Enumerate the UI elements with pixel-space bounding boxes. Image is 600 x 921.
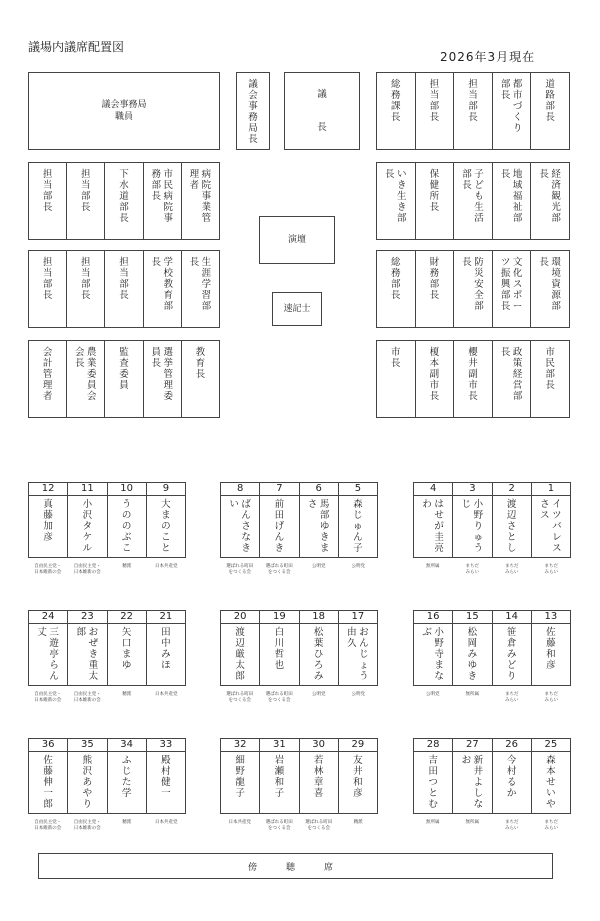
official-row-left-3 — [28, 340, 220, 418]
councillor-seat — [414, 611, 453, 685]
official-title: 担 当 部 長 — [42, 257, 53, 301]
chair-label: 議 長 — [317, 89, 327, 133]
councillor-name: 渡 辺 さ と し — [506, 499, 517, 554]
seat-number: 25 — [532, 739, 570, 752]
seat-number: 28 — [414, 739, 452, 752]
right-official-seat — [454, 163, 493, 239]
right-official-seat — [531, 163, 569, 239]
right-official-seat — [416, 251, 455, 327]
councillor-name: 前 田 げ ん き — [274, 499, 285, 554]
seat-number: 13 — [532, 611, 570, 624]
party-label: 公明党 — [351, 564, 365, 569]
right-official-seat — [377, 341, 416, 417]
party-label: 自由民主党・ 日本維新の会 — [34, 692, 62, 703]
councillor-seat — [339, 483, 377, 557]
official-title: 文 化 ス ポ ー ツ 振 興 部 長 — [500, 257, 523, 312]
councillor-name: 小 野 寺 ま な ぶ — [422, 627, 444, 682]
official-row-right-4 — [376, 340, 570, 418]
left-official-seat — [67, 251, 105, 327]
councillor-seat — [68, 739, 107, 813]
councillor-seat — [493, 611, 532, 685]
party-label: 無所属 — [465, 820, 479, 825]
seat-number: 26 — [493, 739, 531, 752]
party-label: 日本共産党 — [155, 692, 178, 697]
councillor-name: 若 林 章 喜 — [313, 755, 324, 799]
seat-number: 17 — [339, 611, 377, 624]
left-official-seat — [105, 251, 143, 327]
party-label: 日本共産党 — [155, 820, 178, 825]
stenographer-desk — [272, 292, 322, 326]
seat-number: 5 — [339, 483, 377, 496]
councillor-seat-group — [28, 610, 186, 686]
party-label: 選ばれる町田 をつくる会 — [265, 564, 293, 575]
right-official-seat — [454, 73, 493, 149]
official-row-right-2 — [376, 162, 570, 240]
seat-number: 15 — [453, 611, 491, 624]
councillor-seat — [493, 739, 532, 813]
party-label: 選ばれる町田 をつくる会 — [226, 692, 254, 703]
official-title: 担 当 部 長 — [119, 257, 129, 301]
official-title: 担 当 部 長 — [468, 79, 478, 123]
councillor-name: 森 じ ゅ ん 子 — [353, 499, 363, 554]
party-label: 自由民主党・ 日本維新の会 — [73, 820, 101, 831]
official-title: 担 当 部 長 — [81, 257, 91, 301]
right-official-seat — [454, 341, 493, 417]
councillor-seat — [29, 739, 68, 813]
official-title: 下 水 道 部 長 — [119, 169, 129, 224]
seat-number: 20 — [221, 611, 259, 624]
right-official-seat — [416, 163, 455, 239]
right-official-seat — [377, 251, 416, 327]
councillor-name: ば ん さ な き い — [229, 499, 251, 554]
party-label: まちだ みらい — [505, 820, 519, 831]
councillor-seat — [339, 611, 377, 685]
councillor-name: は せ が 圭 亮 わ — [422, 499, 444, 554]
councillor-name: お ぜ き 重 太 郎 — [76, 627, 99, 682]
party-label: 自由民主党・ 日本維新の会 — [34, 820, 62, 831]
party-label: 選ばれる町田 をつくる会 — [265, 820, 293, 831]
councillor-name: 矢 口 ま ゆ — [121, 627, 132, 671]
seat-number: 36 — [29, 739, 67, 752]
councillor-seat — [221, 483, 260, 557]
councillor-seat — [260, 739, 299, 813]
party-label: 精派 — [353, 820, 363, 825]
councillor-seat — [414, 483, 453, 557]
official-row-left-1 — [28, 162, 220, 240]
left-official-seat — [105, 341, 143, 417]
seat-number: 33 — [147, 739, 185, 752]
official-title: 経 済 観 光 部 長 — [539, 169, 561, 224]
official-row-right-3 — [376, 250, 570, 328]
party-label: 精派 — [122, 692, 132, 697]
seat-number: 3 — [453, 483, 491, 496]
seat-number: 31 — [260, 739, 298, 752]
party-label: 自由民主党・ 日本維新の会 — [73, 564, 101, 575]
speaker-stand — [259, 216, 335, 264]
official-title: 総 務 課 長 — [391, 79, 401, 123]
councillor-seat — [453, 611, 492, 685]
seat-number: 9 — [147, 483, 185, 496]
councillor-seat — [260, 483, 299, 557]
official-title: 選 挙 管 理 委 員 長 — [151, 347, 173, 402]
official-title: 市 民 病 院 事 務 部 長 — [151, 169, 173, 224]
chair-box — [284, 72, 360, 150]
left-official-seat — [29, 251, 67, 327]
official-title: 市 長 — [391, 347, 401, 369]
party-label: 自由民主党・ 日本維新の会 — [34, 564, 62, 575]
councillor-seat-group — [413, 482, 571, 558]
official-row-right-1 — [376, 72, 570, 150]
speaker-stand-label: 演壇 — [287, 235, 306, 245]
party-label: まちだ みらい — [544, 564, 558, 575]
seat-number: 14 — [493, 611, 531, 624]
councillor-name: お ん じ ょ う 由 久 — [347, 627, 369, 682]
secretariat-office-label: 議会事務局 職員 — [101, 100, 147, 122]
official-title: 環 境 資 源 部 長 — [539, 257, 561, 312]
official-title: 担 当 部 長 — [429, 79, 440, 123]
councillor-name: 小 沢 タ ケ ル — [82, 499, 93, 554]
councillor-name: 三 遊 亭 ら ん 丈 — [37, 627, 59, 682]
councillor-seat-group — [220, 738, 378, 814]
councillor-name: う の の ぶ こ — [121, 499, 132, 554]
councillor-name: 真 藤 加 彦 — [43, 499, 53, 543]
councillor-seat-group — [28, 482, 186, 558]
councillor-name: 松 岡 み ゆ き — [467, 627, 478, 682]
official-row-left-2 — [28, 250, 220, 328]
councillor-seat — [29, 611, 68, 685]
councillor-name: 岩 瀬 和 子 — [274, 755, 285, 799]
councillor-seat-group — [413, 610, 571, 686]
party-label: 精派 — [122, 820, 132, 825]
party-label: 選ばれる町田 をつくる会 — [226, 564, 254, 575]
councillor-seat — [147, 739, 185, 813]
party-label: 公明党 — [351, 692, 365, 697]
seat-number: 27 — [453, 739, 491, 752]
councillor-name: イ ツ バ レ ス さ ス — [540, 499, 562, 554]
seat-number: 12 — [29, 483, 67, 496]
councillor-seat — [147, 611, 185, 685]
party-label: 精派 — [122, 564, 132, 569]
seat-number: 1 — [532, 483, 570, 496]
bureau-chief-label: 議 会 事 務 局 長 — [248, 79, 258, 145]
councillor-seat — [414, 739, 453, 813]
official-title: 会 計 管 理 者 — [42, 347, 53, 402]
page-title: 議場内議席配置図 — [28, 40, 125, 54]
seat-number: 35 — [68, 739, 106, 752]
councillor-name: 細 野 龍 子 — [235, 755, 245, 799]
councillor-name: 渡 辺 厳 太 郎 — [235, 627, 245, 682]
left-official-seat — [182, 163, 219, 239]
seat-number: 23 — [68, 611, 106, 624]
councillor-seat — [68, 483, 107, 557]
right-official-seat — [377, 73, 416, 149]
right-official-seat — [493, 73, 532, 149]
party-label: 無所属 — [426, 564, 440, 569]
official-title: 学 校 教 育 部 長 — [151, 257, 173, 312]
party-label: 選ばれる町田 をつくる会 — [265, 692, 293, 703]
councillor-seat — [453, 739, 492, 813]
seat-number: 4 — [414, 483, 452, 496]
councillor-name: 友 井 和 彦 — [353, 755, 363, 799]
official-title: 都 市 づ く り 部 長 — [500, 79, 523, 134]
councillor-seat-group — [413, 738, 571, 814]
seat-number: 2 — [493, 483, 531, 496]
councillor-seat — [108, 611, 147, 685]
bureau-chief-box — [236, 72, 270, 150]
party-label: 自由民主党・ 日本維新の会 — [73, 692, 101, 703]
left-official-seat — [182, 251, 219, 327]
party-label: 選ばれる町田 をつくる会 — [305, 820, 333, 831]
seat-number: 29 — [339, 739, 377, 752]
party-label: まちだ みらい — [505, 692, 519, 703]
councillor-seat — [68, 611, 107, 685]
party-label: まちだ みらい — [544, 820, 558, 831]
official-title: 櫻 井 副 市 長 — [468, 347, 478, 402]
left-official-seat — [182, 341, 219, 417]
seat-number: 7 — [260, 483, 298, 496]
official-title: 総 務 部 長 — [391, 257, 401, 301]
official-title: 農 業 委 員 会 会 長 — [75, 347, 97, 402]
as-of-date: 2026年3月現在 — [440, 50, 536, 64]
councillor-seat — [221, 611, 260, 685]
left-official-seat — [67, 163, 105, 239]
party-label: 公明党 — [312, 564, 326, 569]
official-title: い き 生 き 部 長 — [385, 169, 407, 224]
official-title: 担 当 部 長 — [81, 169, 91, 213]
councillor-seat — [300, 611, 339, 685]
seat-number: 24 — [29, 611, 67, 624]
official-title: 市 民 部 長 — [545, 347, 555, 391]
councillor-seat — [108, 483, 147, 557]
left-official-seat — [144, 341, 182, 417]
councillor-name: 吉 田 つ と む — [428, 755, 438, 810]
left-official-seat — [105, 163, 143, 239]
official-title: 監 査 委 員 — [119, 347, 129, 391]
seat-number: 10 — [108, 483, 146, 496]
councillor-name: 白 川 哲 也 — [274, 627, 285, 671]
left-official-seat — [29, 341, 67, 417]
official-title: 政 策 経 営 部 長 — [500, 347, 523, 402]
right-official-seat — [493, 251, 532, 327]
councillor-seat-group — [220, 482, 378, 558]
left-official-seat — [67, 341, 105, 417]
right-official-seat — [531, 73, 569, 149]
right-official-seat — [531, 341, 569, 417]
right-official-seat — [531, 251, 569, 327]
stenographer-label: 速記士 — [283, 304, 311, 314]
left-official-seat — [144, 251, 182, 327]
right-official-seat — [416, 73, 455, 149]
right-official-seat — [416, 341, 455, 417]
councillor-name: 田 中 み ほ — [161, 627, 171, 671]
councillor-seat — [532, 611, 570, 685]
councillor-seat — [29, 483, 68, 557]
councillor-seat — [339, 739, 377, 813]
party-label: 無所属 — [426, 820, 440, 825]
councillor-name: 小 野 り ゅ う じ — [461, 499, 484, 554]
official-title: 保 健 所 長 — [429, 169, 440, 213]
councillor-seat — [453, 483, 492, 557]
councillor-seat — [260, 611, 299, 685]
public-gallery-label: 傍 聴 席 — [247, 862, 343, 873]
party-label: 公明党 — [426, 692, 440, 697]
official-title: 地 域 福 祉 部 長 — [500, 169, 523, 224]
seat-number: 30 — [300, 739, 338, 752]
right-official-seat — [493, 341, 532, 417]
councillor-seat — [532, 739, 570, 813]
party-label: まちだ みらい — [505, 564, 519, 575]
councillor-name: 笹 倉 み ど り — [506, 627, 517, 682]
secretariat-office-box — [28, 72, 220, 150]
councillor-name: 森 本 せ い や — [546, 755, 556, 810]
councillor-seat-group — [220, 610, 378, 686]
councillor-name: 今 村 る か — [506, 755, 517, 799]
councillor-name: 佐 藤 伸 一 郎 — [43, 755, 53, 810]
councillor-name: 松 葉 ひ ろ み — [313, 627, 324, 682]
seat-number: 32 — [221, 739, 259, 752]
right-official-seat — [377, 163, 416, 239]
seat-number: 22 — [108, 611, 146, 624]
left-official-seat — [144, 163, 182, 239]
seat-number: 19 — [260, 611, 298, 624]
seat-number: 11 — [68, 483, 106, 496]
councillor-name: 熊 沢 あ や り — [82, 755, 93, 810]
councillor-seat-group — [28, 738, 186, 814]
councillor-name: 佐 藤 和 彦 — [546, 627, 556, 671]
party-label: まちだ みらい — [465, 564, 479, 575]
seat-number: 34 — [108, 739, 146, 752]
councillor-seat — [532, 483, 570, 557]
official-title: 道 路 部 長 — [545, 79, 555, 123]
official-title: 榎 本 副 市 長 — [429, 347, 440, 402]
seat-number: 18 — [300, 611, 338, 624]
seat-number: 6 — [300, 483, 338, 496]
party-label: 日本共産党 — [228, 820, 251, 825]
official-title: 教 育 長 — [195, 347, 206, 380]
right-official-seat — [454, 251, 493, 327]
councillor-seat — [108, 739, 147, 813]
official-title: 財 務 部 長 — [429, 257, 440, 301]
councillor-seat — [300, 739, 339, 813]
councillor-name: 新 井 よ し な お — [461, 755, 484, 810]
party-label: 無所属 — [465, 692, 479, 697]
councillor-name: 大 ま の こ と — [161, 499, 171, 554]
councillor-seat — [300, 483, 339, 557]
seat-number: 8 — [221, 483, 259, 496]
councillor-seat — [147, 483, 185, 557]
councillor-name: ふ じ た 学 — [121, 755, 132, 799]
public-gallery — [38, 853, 553, 879]
right-official-seat — [493, 163, 532, 239]
party-label: まちだ みらい — [544, 692, 558, 703]
councillor-name: 馬 部 ゆ き ま さ — [307, 499, 330, 554]
party-label: 日本共産党 — [155, 564, 178, 569]
councillor-seat — [493, 483, 532, 557]
councillor-seat — [221, 739, 260, 813]
official-title: 担 当 部 長 — [42, 169, 53, 213]
official-title: 防 災 安 全 部 長 — [462, 257, 484, 312]
official-title: 生 涯 学 習 部 長 — [189, 257, 212, 312]
party-label: 公明党 — [312, 692, 326, 697]
official-title: 子 ど も 生 活 部 長 — [462, 169, 484, 224]
seat-number: 16 — [414, 611, 452, 624]
seat-number: 21 — [147, 611, 185, 624]
official-title: 病 院 事 業 管 理 者 — [189, 169, 212, 224]
left-official-seat — [29, 163, 67, 239]
councillor-name: 殿 村 健 一 — [161, 755, 171, 799]
